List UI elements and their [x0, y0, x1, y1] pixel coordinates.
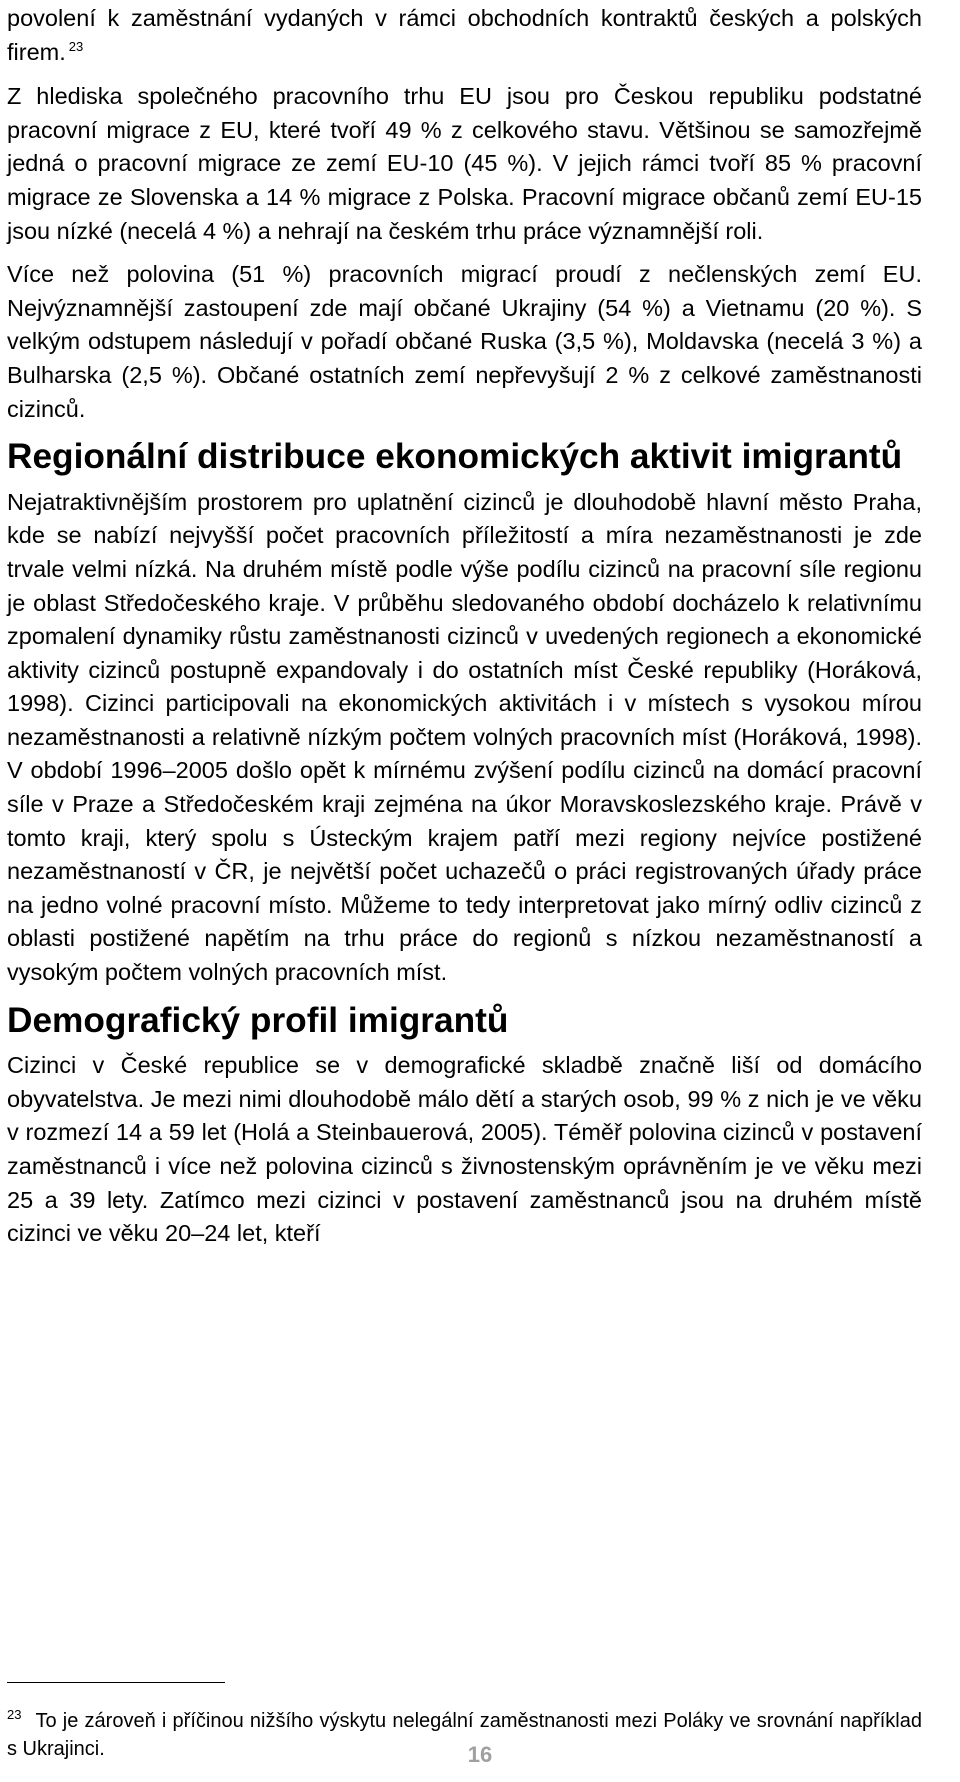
page-number: 16 [467, 1742, 493, 1767]
paragraph-intro-text: povolení k zaměstnání vydaných v rámci obchodních kontraktů českých a polských firem. [7, 5, 922, 65]
paragraph-non-eu-migration: Více než polovina (51 %) pracovních migrací proudí z nečlenských zemí EU. Nejvýznamnější zastoupení zde mají občané Ukrajiny (54 %) a Vietnamu (20 %). S velkým odstupem následují v pořadí občané Ruska (3,5 %), Moldavska (necelá 3 %) a Bulharska (2,5 %). Občané ostatních zemí nepřevyšují 2 % z celkové zaměstnanosti cizinců. [7, 261, 922, 422]
footnote-number: 23 [7, 1707, 22, 1723]
paragraph-demographic: Cizinci v České republice se v demografické skladbě značně liší od domácího obyvatelstva. Je mezi nimi dlouhodobě málo dětí a starých osob, 99 % z nich je ve věku v rozmezí 14 a 59 let (Holá a Steinbauerová, 2005). Téměř polovina cizinců v postavení zaměstnanců i více než polovina cizinců s živnostenským oprávněním je ve věku mezi 25 a 39 lety. Zatímco mezi cizinci v postavení zaměstnanců jsou na druhém místě cizinci ve věku 20–24 let, kteří [7, 1052, 922, 1247]
footnote-text: To je zároveň i příčinou nižšího výskytu nelegální zaměstnanosti mezi Poláky ve srovnání například s Ukrajinci. [7, 1710, 922, 1760]
section-heading-demographic: Demografický profil imigrantů [7, 1000, 509, 1040]
footnote-reference: 23 [68, 38, 84, 54]
paragraph-eu-migration: Z hlediska společného pracovního trhu EU jsou pro Českou republiku podstatné pracovní migrace z EU, které tvoří 49 % z celkového stavu. Většinou se samozřejmě jedná o pracovní migrace ze zemí EU-10 (45 %). V jejich rámci tvoří 85 % pracovní migrace ze Slovenska a 14 % migrace z Polska. Pracovní migrace občanů zemí EU-15 jsou nízké (necelá 4 %) a nehrají na českém trhu práce významnější roli. [7, 83, 922, 244]
paragraph-intro [7, 2, 922, 69]
section-heading-regional: Regionální distribuce ekonomických aktivit imigrantů [7, 437, 903, 477]
paragraph-regional: Nejatraktivnějším prostorem pro uplatnění cizinců je dlouhodobě hlavní město Praha, kde se nabízí nejvyšší počet pracovních příležitostí a míra nezaměstnanosti je zde trvale velmi nízká. Na druhém místě podle výše podílu cizinců na pracovní síle regionu je oblast Středočeského kraje. V průběhu sledovaného období docházelo k relativnímu zpomalení dynamiky růstu zaměstnanosti cizinců v uvedených regionech a ekonomické aktivity cizinců postupně expandovaly i do ostatních míst České republiky (Horáková, 1998). Cizinci participovali na ekonomických aktivitách i v místech s vysokou mírou nezaměstnanosti a relativně nízkým počtem volných pracovních míst (Horáková, 1998). V období 1996–2005 došlo opět k mírnému zvýšení podílu cizinců na domácí pracovní síle v Praze a Středočeském kraji zejména na úkor Moravskoslezského kraje. Právě v tomto kraji, který spolu s Ústeckým krajem patří mezi regiony nejvíce postižené nezaměstnaností v ČR, je největší počet uchazečů o práci registrovaných úřady práce na jedno volné pracovní místo. Můžeme to tedy interpretovat jako mírný odliv cizinců z oblasti postižené napětím na trhu práce do regionů s nízkou nezaměstnaností a vysokým počtem volných pracovních míst. [7, 488, 922, 986]
document-page [0, 2, 960, 1782]
footnote-divider [7, 1682, 225, 1683]
